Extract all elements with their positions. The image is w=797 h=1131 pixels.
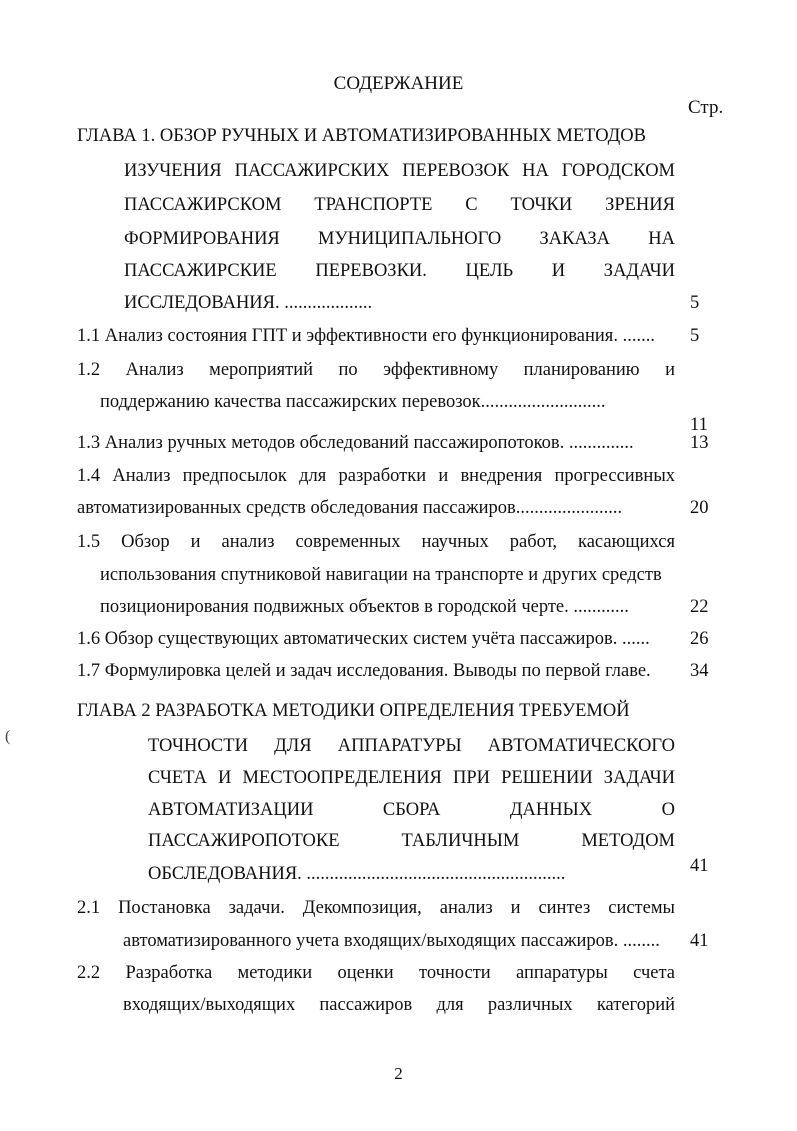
section-2-2-line-2: входящих/выходящих пассажиров для различных категорий [123, 995, 675, 1015]
section-1-4-page: 20 [690, 498, 709, 518]
chapter-1-line-3: ПАССАЖИРСКОМ ТРАНСПОРТЕ С ТОЧКИ ЗРЕНИЯ [124, 195, 675, 215]
chapter-2-line-4: АВТОМАТИЗАЦИИ СБОРА ДАННЫХ О [148, 800, 675, 820]
section-1-2-line-2: поддержанию качества пассажирских перевозок........................... [100, 392, 606, 412]
section-1-1-page: 5 [690, 326, 700, 346]
margin-mark: ( [5, 728, 11, 745]
chapter-2-line-6: ОБСЛЕДОВАНИЯ. ........................................................ [148, 864, 566, 884]
chapter-1-line-2: ИЗУЧЕНИЯ ПАССАЖИРСКИХ ПЕРЕВОЗОК НА ГОРОДСКОМ [124, 161, 675, 181]
section-2-1-line-2: автоматизированного учета входящих/выходящих пассажиров. ........ [123, 931, 660, 951]
section-1-6-page: 26 [690, 629, 709, 649]
page-number: 2 [394, 1064, 403, 1083]
section-1-6-title: 1.6 Обзор существующих автоматических систем учёта пассажиров. ...... [77, 629, 650, 649]
section-1-3-title: 1.3 Анализ ручных методов обследований пассажиропотоков. .............. [77, 433, 634, 453]
chapter-1-line-5: ПАССАЖИРСКИЕ ПЕРЕВОЗКИ. ЦЕЛЬ И ЗАДАЧИ [124, 261, 675, 281]
page-column-label: Стр. [688, 97, 724, 118]
section-1-7-title: 1.7 Формулировка целей и задач исследования. Выводы по первой главе. [77, 661, 651, 681]
section-1-5-line-2: использования спутниковой навигации на транспорте и других средств [100, 565, 662, 585]
section-1-2-page: 11 [690, 415, 708, 435]
section-1-4-line-2: автоматизированных средств обследования пассажиров....................... [77, 498, 623, 518]
section-1-2-line-1: 1.2 Анализ мероприятий по эффективному планированию и [77, 360, 675, 380]
page-title: СОДЕРЖАНИЕ [333, 73, 464, 94]
chapter-2-line-2: ТОЧНОСТИ ДЛЯ АППАРАТУРЫ АВТОМАТИЧЕСКОГО [148, 736, 675, 756]
section-2-1-line-1: 2.1 Постановка задачи. Декомпозиция, анализ и синтез системы [77, 898, 675, 918]
chapter-2-line-3: СЧЕТА И МЕСТООПРЕДЕЛЕНИЯ ПРИ РЕШЕНИИ ЗАДАЧИ [148, 768, 675, 788]
section-2-1-page: 41 [690, 931, 709, 951]
chapter-1-line-6: ИССЛЕДОВАНИЯ. ................... [124, 293, 373, 313]
chapter-1-page: 5 [690, 293, 700, 313]
chapter-2-line-5: ПАССАЖИРОПОТОКЕ ТАБЛИЧНЫМ МЕТОДОМ [148, 831, 675, 851]
section-1-7-page: 34 [690, 661, 709, 681]
chapter-1-line-1: ГЛАВА 1. ОБЗОР РУЧНЫХ И АВТОМАТИЗИРОВАННЫХ МЕТОДОВ [77, 126, 646, 146]
section-2-2-line-1: 2.2 Разработка методики оценки точности аппаратуры счета [77, 963, 675, 983]
section-1-5-line-3: позиционирования подвижных объектов в городской черте. ............ [100, 597, 629, 617]
section-1-4-line-1: 1.4 Анализ предпосылок для разработки и внедрения прогрессивных [77, 466, 675, 486]
section-1-5-line-1: 1.5 Обзор и анализ современных научных работ, касающихся [77, 532, 675, 552]
section-1-5-page: 22 [690, 597, 709, 617]
chapter-1-line-4: ФОРМИРОВАНИЯ МУНИЦИПАЛЬНОГО ЗАКАЗА НА [124, 229, 675, 249]
section-1-3-page: 13 [690, 433, 709, 453]
chapter-2-line-1: ГЛАВА 2 РАЗРАБОТКА МЕТОДИКИ ОПРЕДЕЛЕНИЯ ТРЕБУЕМОЙ [77, 701, 630, 721]
chapter-2-page: 41 [690, 856, 709, 876]
section-1-1-title: 1.1 Анализ состояния ГПТ и эффективности его функционирования. ....... [77, 326, 655, 346]
